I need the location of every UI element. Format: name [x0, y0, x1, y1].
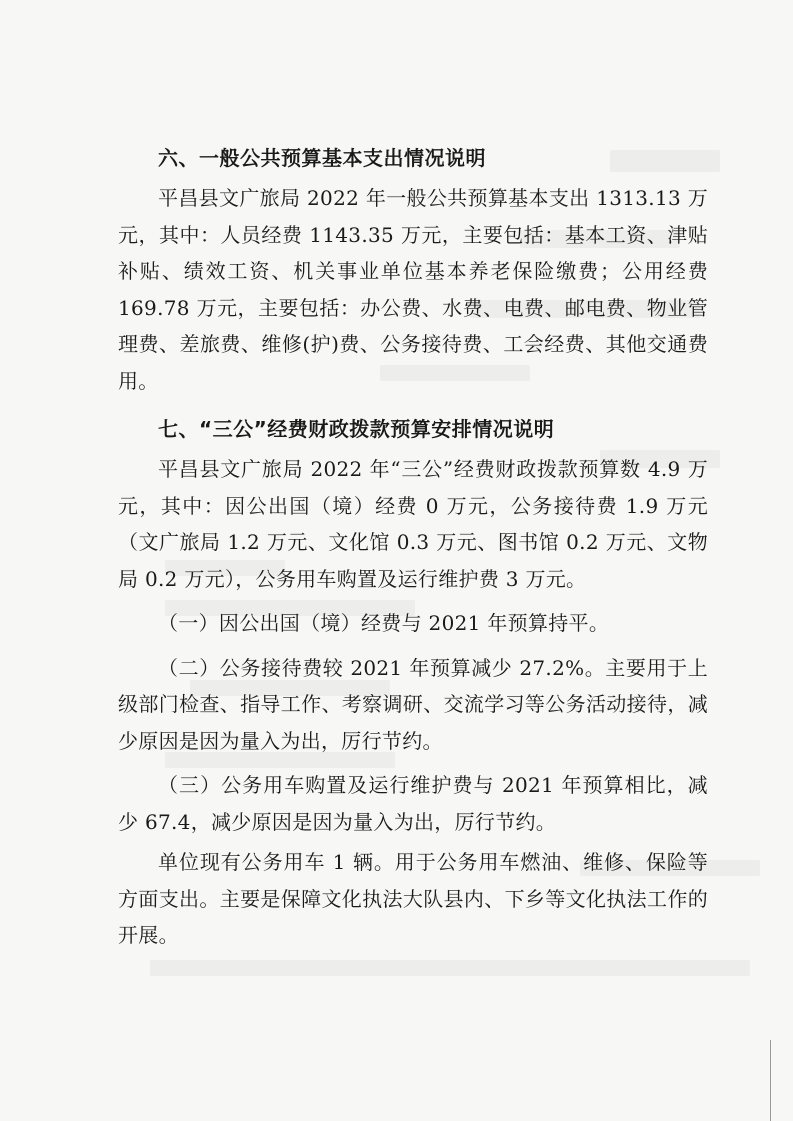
- section-gap: [118, 403, 708, 411]
- section-6-paragraph: 平昌县文广旅局 2022 年一般公共预算基本支出 1313.13 万元，其中：人员经费 1143.35 万元，主要包括：基本工资、津贴补贴、绩效工资、机关事业单位基本养老保险缴费；公用经费 169.78 万元，主要包括：办公费、水费、电费、邮电费、物业管理费、差旅费、维修(护)费、公务接待费、工会经费、其他交通费用。: [118, 186, 708, 393]
- document-body: [118, 140, 708, 958]
- section-7-heading: 七、“三公”经费财政拨款预算安排情况说明: [158, 417, 555, 441]
- bleed-through-mark: [150, 960, 750, 976]
- section-7-item-2: （二）公务接待费较 2021 年预算减少 27.2%。主要用于上级部门检查、指导工作、考察调研、交流学习等公务活动接待，减少原因是因为量入为出，厉行节约。: [118, 655, 708, 753]
- scan-edge-line: [770, 1040, 771, 1121]
- section-7-item-1: （一）因公出国（境）经费与 2021 年预算持平。: [158, 611, 610, 635]
- vehicle-paragraph: 单位现有公务用车 1 辆。用于公务用车燃油、维修、保险等方面支出。主要是保障文化执法大队县内、下乡等文化执法工作的开展。: [118, 850, 708, 947]
- section-7-item-3: （三）公务用车购置及运行维护费与 2021 年预算相比，减少 67.4，减少原因是因为量入为出，厉行节约。: [118, 773, 708, 834]
- section-7-paragraph: 平昌县文广旅局 2022 年“三公”经费财政拨款预算数 4.9 万元，其中：因公出国（境）经费 0 万元，公务接待费 1.9 万元（文广旅局 1.2 万元、文化馆 0.3 万元、图书馆 0.2 万元、文物局 0.2 万元），公务用车购置及运行维护费 3 万元。: [118, 457, 708, 591]
- section-6-heading: 六、一般公共预算基本支出情况说明: [158, 146, 486, 170]
